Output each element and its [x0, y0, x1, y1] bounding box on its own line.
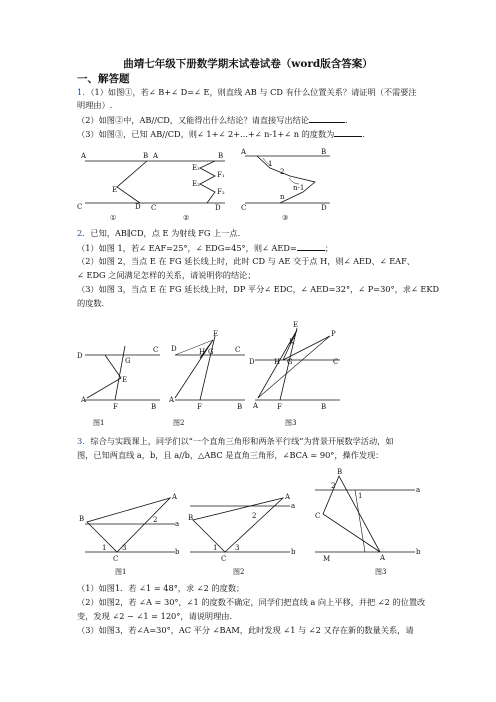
q2-number: 2． [77, 228, 91, 238]
svg-text:E: E [112, 186, 118, 194]
svg-text:a: a [416, 486, 421, 494]
svg-text:C: C [235, 346, 241, 354]
svg-text:H: H [199, 348, 206, 356]
q2-answer-blank-1 [297, 242, 325, 251]
svg-text:F: F [197, 403, 202, 411]
svg-text:A: A [169, 396, 175, 404]
q2-figure-2 [168, 330, 245, 411]
svg-text:F: F [277, 403, 282, 411]
q3-fig3-caption: 图3 [375, 568, 387, 576]
svg-text:3: 3 [122, 544, 127, 552]
svg-text:G: G [287, 358, 293, 366]
svg-text:b: b [416, 548, 421, 556]
svg-text:B: B [151, 403, 157, 411]
svg-text:2: 2 [331, 482, 336, 490]
q2-fig1-caption: 图1 [93, 419, 105, 427]
q1-fig1-caption: ① [110, 214, 117, 222]
q1-figure-2 [151, 152, 225, 212]
svg-text:1: 1 [358, 492, 363, 500]
q3-line-2: 图，已知两直线 a，b，且 a//b，△ABC 是直角三角形，∠BCA = 90°，操作发现： [77, 450, 384, 460]
q1-number: 1． [77, 87, 91, 97]
svg-text:1: 1 [268, 160, 273, 168]
svg-text:B: B [237, 403, 243, 411]
svg-text:C: C [151, 204, 157, 212]
q3-figure-1 [79, 493, 180, 563]
svg-text:C: C [113, 555, 119, 563]
q3-fig2-caption: 图2 [233, 568, 245, 576]
svg-text:A: A [285, 493, 291, 501]
svg-text:F: F [113, 403, 118, 411]
svg-text:a: a [175, 520, 180, 528]
q1-answer-blank-2 [309, 114, 345, 123]
q2-line-2: （1）如图 1，若∠ EAF=25°，∠ EDG=45°，则∠ AED= ； [77, 243, 334, 253]
svg-text:B: B [218, 152, 224, 160]
svg-text:C: C [77, 203, 83, 211]
q3-number: 3． [77, 436, 91, 446]
svg-text:K: K [289, 338, 295, 346]
section-heading: 一、解答题 [77, 73, 130, 85]
q1-figure-1 [77, 152, 155, 211]
q2-fig2-caption: 图2 [173, 419, 185, 427]
svg-text:C: C [241, 204, 247, 212]
svg-text:E: E [293, 321, 299, 329]
q1-answer-blank-3 [334, 128, 362, 137]
svg-text:a: a [291, 502, 296, 510]
svg-text:E₂: E₂ [192, 180, 200, 188]
svg-text:b: b [291, 548, 296, 556]
q1-fig2-caption: ② [183, 214, 190, 222]
svg-text:B: B [188, 514, 194, 522]
q2-line-3: （2）如图 2，当点 E 在 FG 延长线上时，此时 CD 与 AE 交于点 H，则∠ AED、∠ EAF、 [77, 256, 415, 266]
svg-text:F₁: F₁ [217, 171, 225, 179]
q3-line-3: （1）如图1．若 ∠1 = 48°，求 ∠2 的度数； [77, 583, 245, 593]
svg-text:E₁: E₁ [192, 164, 200, 172]
svg-text:E: E [122, 376, 128, 384]
svg-text:C: C [315, 512, 321, 520]
q1-figure-3 [240, 148, 330, 212]
q3-line-4: （2）如图2，若 ∠A = 30°，∠1 的度数不确定，同学们把直线 a 向上平移，并把 ∠2 的位置改 [77, 597, 426, 607]
q2-figure-3 [249, 321, 340, 411]
svg-text:M: M [323, 555, 331, 563]
svg-text:2: 2 [280, 168, 285, 176]
q2-text-1: 已知，AB∥CD，点 E 为射线 FG 上一点． [90, 228, 246, 238]
q3-fig1-caption: 图1 [115, 568, 127, 576]
svg-text:1: 1 [213, 544, 218, 552]
svg-text:A: A [81, 396, 87, 404]
q2-line-5: （3）如图 3，当点 E 在 FG 延长线上时，DP 平分∠ EDC，∠ AED=32°，∠ P=30°，求∠ EKD [77, 284, 440, 294]
svg-text:2: 2 [153, 516, 158, 524]
q1-line-3: （2）如图②中，AB//CD，又能得出什么结论？请直接写出结论 ． [77, 115, 354, 125]
svg-text:D: D [215, 204, 221, 212]
svg-text:A: A [241, 148, 247, 156]
q1-text-1: （1）如图①，若∠ B+∠ D=∠ E，则直线 AB 与 CD 有什么位置关系？请证明（不需要注 [90, 87, 417, 97]
svg-text:A: A [81, 152, 87, 160]
q2-line-6: 的度数． [77, 298, 110, 308]
q1-text-4: （3）如图③，已知 AB//CD，则∠ 1+∠ 2+...+∠ n-1+∠ n 的度数为 [77, 129, 335, 139]
svg-text:F₂: F₂ [217, 188, 225, 196]
svg-text:1: 1 [102, 544, 107, 552]
q1-line-2: 明理由）. [77, 100, 113, 110]
svg-text:A: A [172, 493, 178, 501]
page-title: 曲靖七年级下册数学期末试卷试卷（word版含答案） [123, 58, 373, 70]
svg-text:D: D [249, 358, 255, 366]
q3-line-1 [77, 436, 394, 447]
svg-text:B: B [143, 152, 149, 160]
q2-line-4: ∠ EDG 之间满足怎样的关系，请说明你的结论； [77, 270, 256, 280]
svg-text:B: B [79, 515, 85, 523]
q3-figure-2 [188, 493, 296, 563]
svg-text:A: A [380, 554, 386, 562]
svg-text:n-1: n-1 [293, 184, 305, 192]
svg-text:B: B [321, 403, 327, 411]
svg-text:3: 3 [235, 544, 240, 552]
svg-text:A: A [253, 402, 259, 410]
q1-figures [75, 146, 365, 224]
svg-text:E: E [213, 330, 219, 338]
svg-text:D: D [135, 203, 141, 211]
svg-text:C: C [221, 555, 227, 563]
svg-text:n: n [280, 193, 285, 201]
svg-text:C: C [153, 346, 159, 354]
q2-line-1 [77, 228, 246, 239]
svg-text:D: D [321, 204, 327, 212]
svg-text:C: C [333, 358, 339, 366]
svg-text:P: P [331, 330, 336, 338]
svg-text:D: D [171, 345, 177, 353]
svg-text:2: 2 [252, 512, 257, 520]
q1-line-4: （3）如图③，已知 AB//CD，则∠ 1+∠ 2+...+∠ n-1+∠ n 的度数为 ． [77, 129, 371, 139]
q2-text-2: （1）如图 1，若∠ EAF=25°，∠ EDG=45°，则∠ AED= [77, 243, 297, 253]
q1-line-1 [77, 87, 417, 98]
q1-text-3: （2）如图②中，AB//CD，又能得出什么结论？请直接写出结论 [77, 115, 309, 125]
svg-text:G: G [208, 348, 214, 356]
svg-text:H: H [274, 358, 281, 366]
q3-line-6: （3）如图3，若∠A=30°，AC 平分 ∠BAM，此时发现 ∠1 与 ∠2 又存在新的数量关系，请 [77, 625, 414, 635]
svg-text:A: A [153, 152, 159, 160]
q2-figure-1 [77, 346, 160, 411]
q2-figures [75, 318, 375, 430]
q3-figure-3 [315, 468, 421, 563]
svg-text:b: b [175, 548, 180, 556]
q3-line-5: 变，发现 ∠2 − ∠1 = 120°，请说明理由． [77, 611, 238, 621]
q3-figures [75, 466, 425, 578]
svg-text:B: B [321, 148, 327, 156]
q1-fig3-caption: ③ [282, 214, 289, 222]
svg-text:D: D [77, 352, 83, 360]
svg-text:G: G [125, 357, 131, 365]
q3-text-1: 综合与实践课上，同学们以“一个直角三角形和两条平行线”为背景开展数学活动，如 [90, 436, 394, 446]
svg-text:B: B [337, 468, 343, 476]
q2-fig3-caption: 图3 [285, 419, 297, 427]
